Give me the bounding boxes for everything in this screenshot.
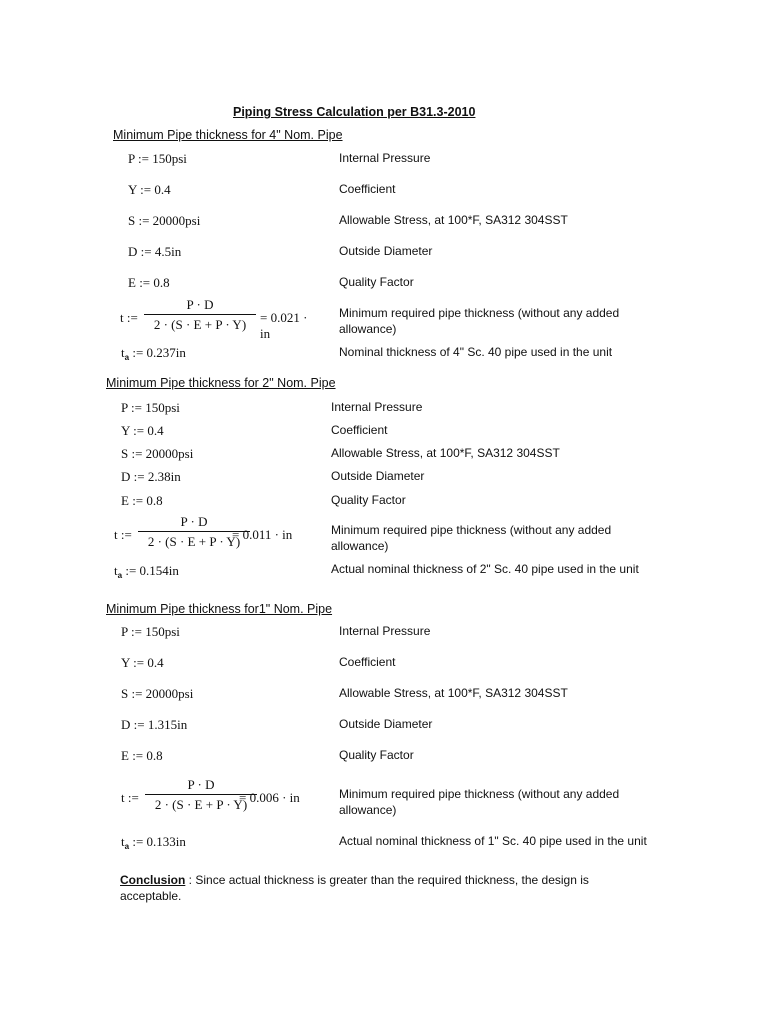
formula-lhs: t :=	[120, 310, 138, 325]
stress-description: Allowable Stress, at 100*F, SA312 304SST	[331, 446, 560, 460]
coefficient-description: Coefficient	[339, 182, 396, 196]
fraction-bar	[144, 314, 256, 315]
formula-result: = 0.006 · in	[239, 790, 300, 805]
pressure-description: Internal Pressure	[331, 400, 423, 414]
ta-subscript: a	[117, 571, 123, 580]
conclusion-text: : Since actual thickness is greater than the required thickness, the design is acceptable.	[120, 873, 589, 903]
pressure-equation: P := 150psi	[121, 400, 180, 415]
actual-thickness-description: Nominal thickness of 4" Sc. 40 pipe used in the unit	[339, 345, 613, 359]
stress-description: Allowable Stress, at 100*F, SA312 304SST	[339, 686, 568, 700]
actual-thickness-equation	[121, 834, 186, 851]
pressure-description: Internal Pressure	[339, 151, 431, 165]
stress-equation: S := 20000psi	[121, 446, 194, 461]
ta-base: t	[114, 563, 118, 578]
formula-lhs: t :=	[121, 790, 139, 805]
coefficient-equation: Y := 0.4	[121, 655, 164, 670]
quality-factor-description: Quality Factor	[339, 748, 414, 762]
formula-denominator: 2 · (S · E + P · Y)	[147, 534, 241, 549]
formula-lhs: t :=	[114, 527, 132, 542]
section-heading-2in: Minimum Pipe thickness for 2" Nom. Pipe	[106, 376, 336, 390]
ta-base: t	[121, 834, 125, 849]
coefficient-description: Coefficient	[331, 423, 388, 437]
diameter-description: Outside Diameter	[339, 717, 433, 731]
conclusion-label: Conclusion	[120, 873, 186, 887]
pressure-description: Internal Pressure	[339, 624, 431, 638]
quality-factor-equation: E := 0.8	[121, 748, 163, 763]
thickness-description: Minimum required pipe thickness (without any added allowance)	[339, 787, 620, 817]
ta-base: t	[121, 345, 125, 360]
coefficient-description: Coefficient	[339, 655, 396, 669]
stress-equation: S := 20000psi	[128, 213, 201, 228]
coefficient-equation: Y := 0.4	[121, 423, 164, 438]
stress-description: Allowable Stress, at 100*F, SA312 304SST	[339, 213, 568, 227]
actual-thickness-description: Actual nominal thickness of 2" Sc. 40 pipe used in the unit	[331, 562, 639, 576]
ta-value: := 0.237in	[129, 345, 186, 360]
actual-thickness-equation	[121, 345, 186, 362]
ta-subscript: a	[124, 842, 130, 851]
quality-factor-description: Quality Factor	[339, 275, 414, 289]
formula-numerator: P · D	[187, 777, 215, 792]
section-heading-4in: Minimum Pipe thickness for 4" Nom. Pipe	[113, 128, 343, 142]
thickness-description: Minimum required pipe thickness (without any added allowance)	[339, 306, 620, 336]
pressure-equation: P := 150psi	[128, 151, 187, 166]
ta-value: := 0.133in	[129, 834, 186, 849]
diameter-equation: D := 1.315in	[121, 717, 188, 732]
diameter-description: Outside Diameter	[331, 469, 425, 483]
quality-factor-description: Quality Factor	[331, 493, 406, 507]
coefficient-equation: Y := 0.4	[128, 182, 171, 197]
actual-thickness-description: Actual nominal thickness of 1" Sc. 40 pipe used in the unit	[339, 834, 647, 848]
formula-numerator: P · D	[186, 297, 214, 312]
thickness-formula	[114, 514, 314, 554]
section-heading-1in: Minimum Pipe thickness for1" Nom. Pipe	[106, 602, 333, 616]
pressure-equation: P := 150psi	[121, 624, 180, 639]
diameter-equation: D := 4.5in	[128, 244, 182, 259]
conclusion-paragraph	[120, 872, 620, 904]
formula-result: = 0.011 · in	[232, 527, 293, 542]
thickness-formula	[120, 297, 320, 341]
diameter-description: Outside Diameter	[339, 244, 433, 258]
formula-result: = 0.021 · in	[260, 310, 308, 341]
thickness-description: Minimum required pipe thickness (without any added allowance)	[331, 523, 612, 553]
formula-denominator: 2 · (S · E + P · Y)	[154, 797, 248, 812]
formula-numerator: P · D	[180, 514, 208, 529]
formula-denominator: 2 · (S · E + P · Y)	[153, 317, 247, 332]
ta-subscript: a	[124, 353, 130, 362]
stress-equation: S := 20000psi	[121, 686, 194, 701]
diameter-equation: D := 2.38in	[121, 469, 181, 484]
quality-factor-equation: E := 0.8	[121, 493, 163, 508]
thickness-formula	[121, 777, 321, 817]
quality-factor-equation: E := 0.8	[128, 275, 170, 290]
page-title: Piping Stress Calculation per B31.3-2010	[233, 105, 476, 119]
ta-value: := 0.154in	[122, 563, 179, 578]
actual-thickness-equation	[114, 563, 179, 580]
